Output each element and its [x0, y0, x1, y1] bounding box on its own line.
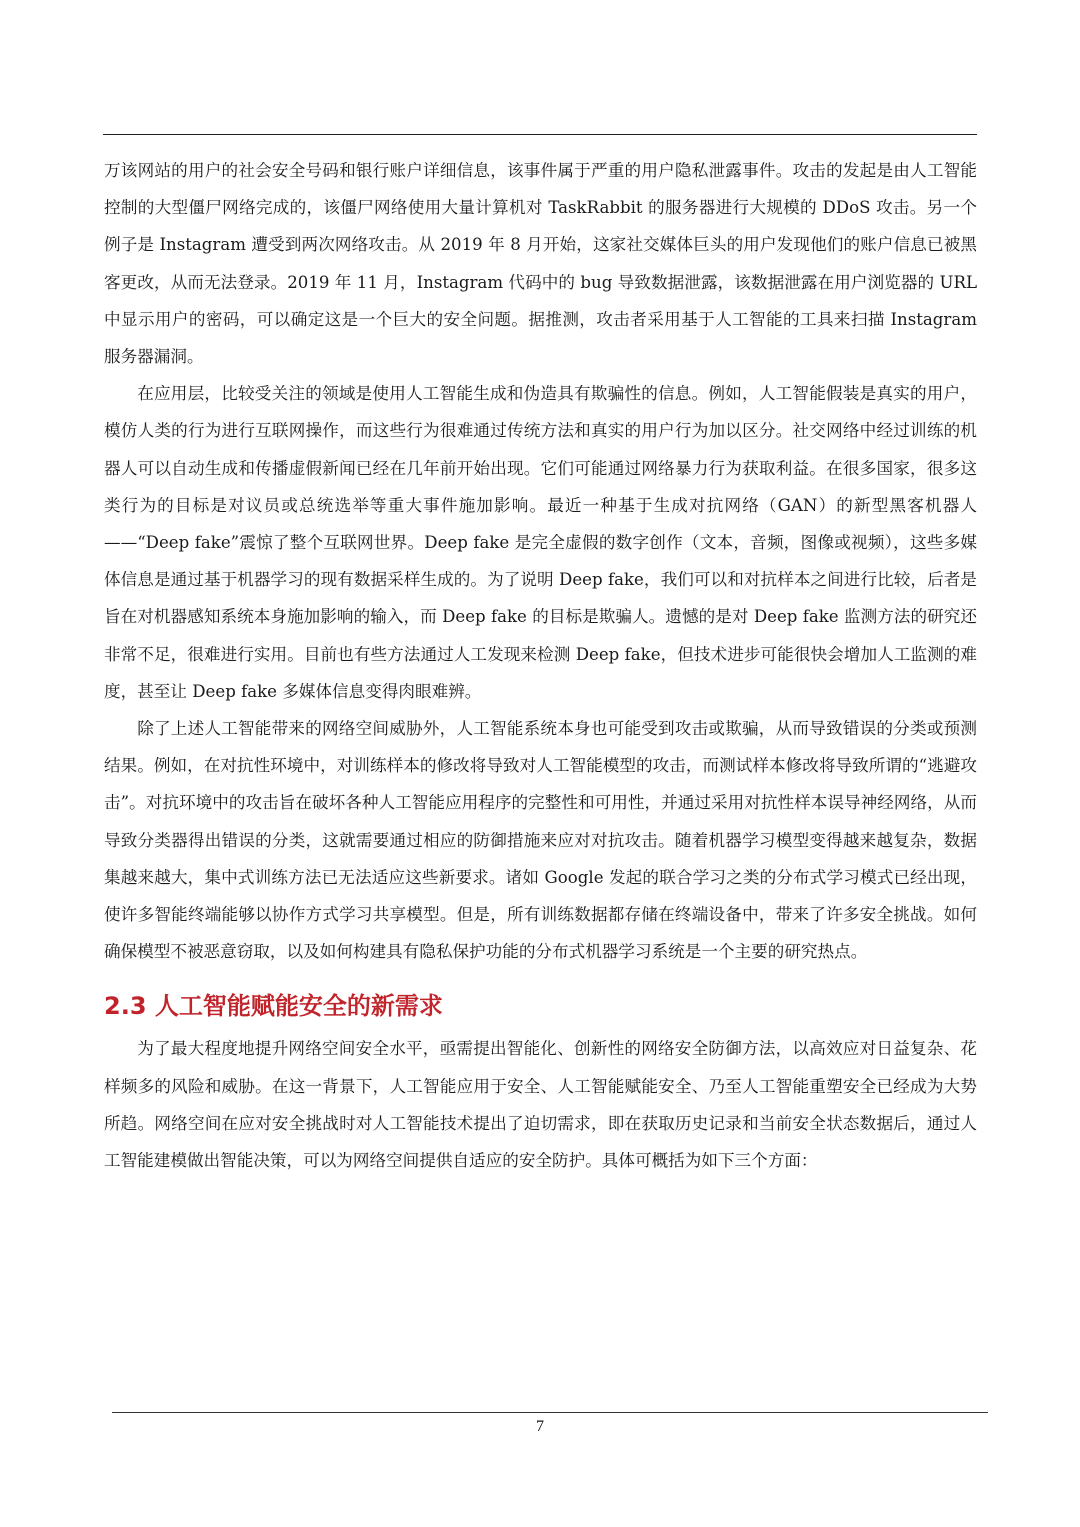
section-heading: 2.3 人工智能赋能安全的新需求 — [104, 992, 443, 1021]
page-body — [104, 152, 977, 1179]
header-rule — [103, 134, 977, 135]
paragraph-new-requirements: 为了最大程度地提升网络空间安全水平，亟需提出智能化、创新性的网络安全防御方法，以高效应对日益复杂、花样频多的风险和威胁。在这一背景下，人工智能应用于安全、人工智能赋能安全、乃至人工智能重塑安全已经成为大势所趋。网络空间在应对安全挑战时对人工智能技术提出了迫切需求，即在获取历史记录和当前安全状态数据后，通过人工智能建模做出智能决策，可以为网络空间提供自适应的安全防护。具体可概括为如下三个方面： — [104, 1039, 977, 1171]
paragraph-continued: 万该网站的用户的社会安全号码和银行账户详细信息，该事件属于严重的用户隐私泄露事件。攻击的发起是由人工智能控制的大型僵尸网络完成的，该僵尸网络使用大量计算机对 TaskRabbit 的服务器进行大规模的 DDoS 攻击。另一个例子是 Instagram 遭受到两次网络攻击。从 2019 年 8 月开始，这家社交媒体巨头的用户发现他们的账户信息已被黑客更改，从而无法登录。2019 年 11 月，Instagram 代码中的 bug 导致数据泄露，该数据泄露在用户浏览器的 URL 中显示用户的密码，可以确定这是一个巨大的安全问题。据推测，攻击者采用基于人工智能的工具来扫描 Instagram 服务器漏洞。 — [104, 161, 977, 367]
page-number: 7 — [536, 1418, 544, 1435]
paragraph-ai-system-attacks: 除了上述人工智能带来的网络空间威胁外，人工智能系统本身也可能受到攻击或欺骗，从而导致错误的分类或预测结果。例如，在对抗性环境中，对训练样本的修改将导致对人工智能模型的攻击，而测试样本修改将导致所谓的“逃避攻击”。对抗环境中的攻击旨在破坏各种人工智能应用程序的完整性和可用性，并通过采用对抗性样本误导神经网络，从而导致分类器得出错误的分类，这就需要通过相应的防御措施来应对对抗攻击。随着机器学习模型变得越来越复杂，数据集越来越大，集中式训练方法已无法适应这些新要求。诸如 Google 发起的联合学习之类的分布式学习模式已经出现，使许多智能终端能够以协作方式学习共享模型。但是，所有训练数据都存储在终端设备中，带来了许多安全挑战。如何确保模型不被恶意窃取，以及如何构建具有隐私保护功能的分布式机器学习系统是一个主要的研究热点。 — [104, 719, 977, 962]
footer-rule — [112, 1412, 988, 1413]
paragraph-application-layer: 在应用层，比较受关注的领域是使用人工智能生成和伪造具有欺骗性的信息。例如，人工智能假装是真实的用户，模仿人类的行为进行互联网操作，而这些行为很难通过传统方法和真实的用户行为加以区分。社交网络中经过训练的机器人可以自动生成和传播虚假新闻已经在几年前开始出现。它们可能通过网络暴力行为获取利益。在很多国家，很多这类行为的目标是对议员或总统选举等重大事件施加影响。最近一种基于生成对抗网络（GAN）的新型黑客机器人——“Deep fake”震惊了整个互联网世界。Deep fake 是完全虚假的数字创作（文本，音频，图像或视频），这些多媒体信息是通过基于机器学习的现有数据采样生成的。为了说明 Deep fake，我们可以和对抗样本之间进行比较，后者是旨在对机器感知系统本身施加影响的输入，而 Deep fake 的目标是欺骗人。遗憾的是对 Deep fake 监测方法的研究还非常不足，很难进行实用。目前也有些方法通过人工发现来检测 Deep fake，但技术进步可能很快会增加人工监测的难度，甚至让 Deep fake 多媒体信息变得肉眼难辨。 — [104, 384, 977, 701]
